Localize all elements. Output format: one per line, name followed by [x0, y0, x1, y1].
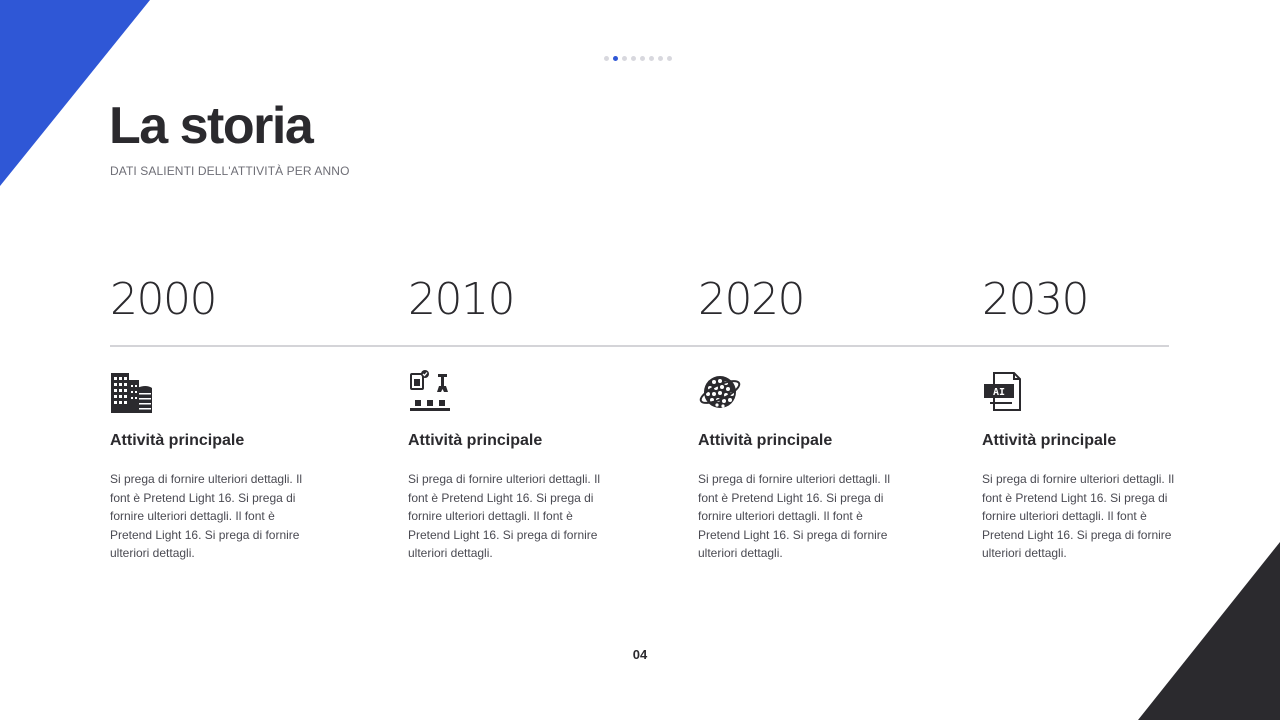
svg-text:AI: AI [992, 387, 1006, 398]
buildings-icon [110, 370, 154, 414]
planet-icon [698, 370, 742, 414]
timeline-item [698, 274, 898, 560]
timeline-heading: Attività principale [982, 432, 1117, 449]
pager-dot[interactable] [658, 56, 663, 61]
timeline-divider [110, 345, 1169, 347]
pager-dot[interactable] [667, 56, 672, 61]
pager-dot[interactable] [640, 56, 645, 61]
pager-dot[interactable] [649, 56, 654, 61]
timeline-heading: Attività principale [408, 432, 543, 449]
timeline-description: Si prega di fornire ulteriori dettagli. Il font è Pretend Light 16. Si prega di fornire ulteriori dettagli. Il font è Pretend Light 16. Si prega di fornire ulteriori dettagli. [408, 472, 601, 560]
corner-triangle-blue [0, 0, 150, 186]
timeline-heading: Attività principale [110, 432, 245, 449]
factory-robot-icon [408, 370, 452, 414]
timeline-description: Si prega di fornire ulteriori dettagli. Il font è Pretend Light 16. Si prega di fornire ulteriori dettagli. Il font è Pretend Light 16. Si prega di fornire ulteriori dettagli. [982, 472, 1175, 560]
pager-dot[interactable] [622, 56, 627, 61]
pager-dot[interactable] [604, 56, 609, 61]
page-number: 04 [632, 647, 648, 662]
timeline-year: 2000 [110, 274, 216, 325]
pager-dot[interactable] [631, 56, 636, 61]
timeline-description: Si prega di fornire ulteriori dettagli. Il font è Pretend Light 16. Si prega di fornire ulteriori dettagli. Il font è Pretend Light 16. Si prega di fornire ulteriori dettagli. [698, 472, 891, 560]
timeline-item [982, 274, 1182, 560]
slide-title: La storia [109, 97, 313, 155]
ai-file-icon [982, 370, 1026, 414]
timeline-year: 2020 [698, 274, 804, 325]
timeline-year: 2030 [982, 274, 1088, 325]
pager-dot-active[interactable] [613, 56, 618, 61]
slide-pager [604, 56, 672, 61]
slide-subtitle: DATI SALIENTI DELL'ATTIVITÀ PER ANNO [110, 164, 350, 178]
timeline-description: Si prega di fornire ulteriori dettagli. Il font è Pretend Light 16. Si prega di fornire ulteriori dettagli. Il font è Pretend Light 16. Si prega di fornire ulteriori dettagli. [110, 472, 303, 560]
timeline-item [110, 274, 310, 560]
timeline-year: 2010 [408, 274, 514, 325]
timeline-item [408, 274, 608, 560]
timeline-heading: Attività principale [698, 432, 833, 449]
corner-triangle-dark [1138, 542, 1280, 720]
